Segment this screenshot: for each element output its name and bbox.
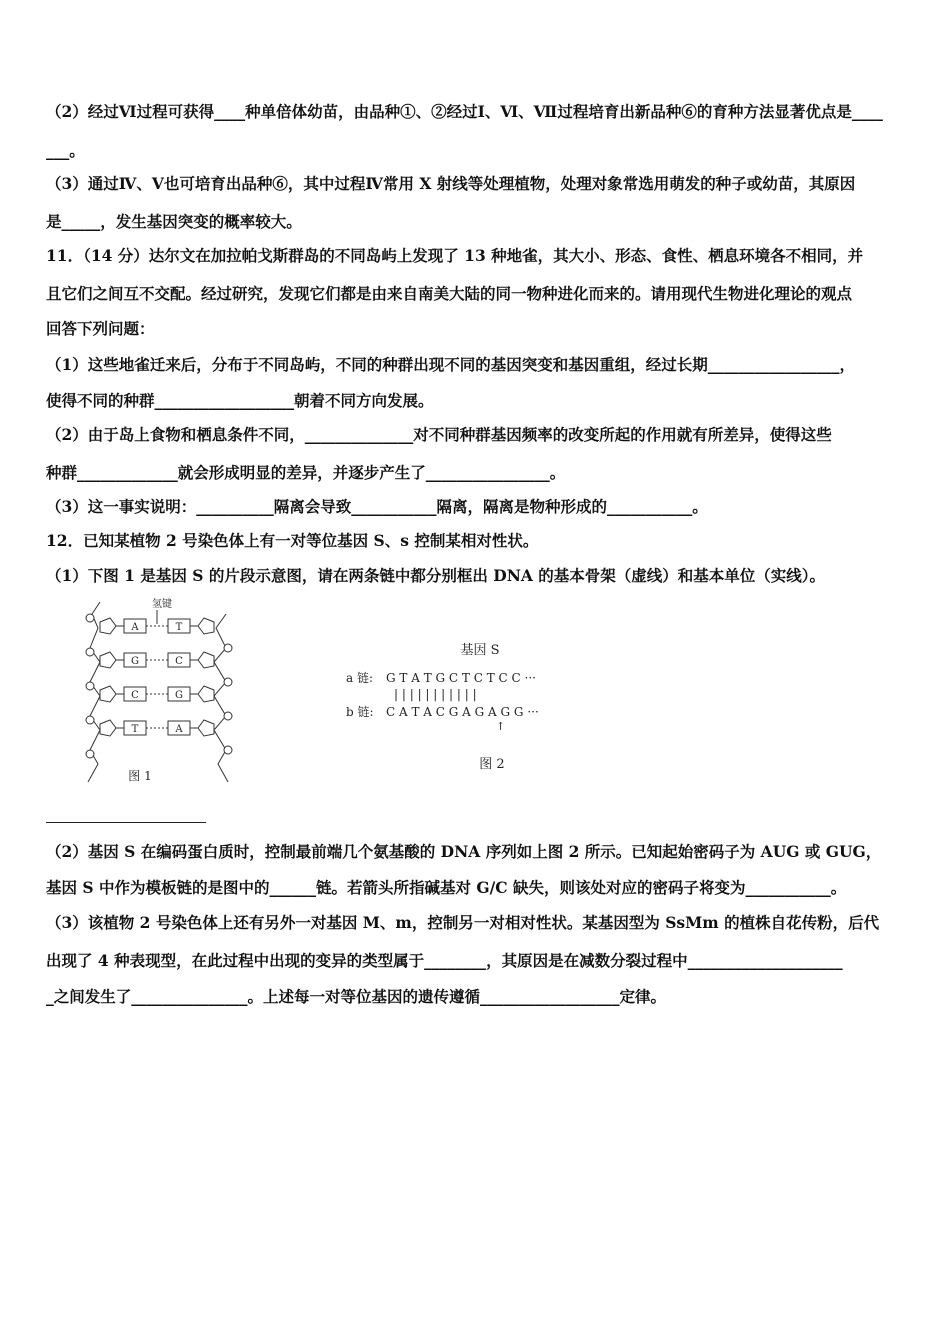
- b-chain-label: b 链:: [346, 705, 374, 719]
- b-chain-sequence: C A T A C G A G A G G ···: [386, 705, 539, 719]
- figure-1-caption: 图 1: [128, 769, 152, 783]
- base-right-1: T: [175, 622, 183, 633]
- a-chain-label: a 链:: [346, 671, 374, 685]
- figure-2-title: 基因 S: [460, 643, 500, 658]
- q12-1-line: （1）下图 1 是基因 S 的片段示意图，请在两条链中都分别框出 DNA 的基本骨架（虚线）和基本单位（实线）。: [46, 566, 826, 585]
- q12-3-line1: （3）该植物 2 号染色体上还有另外一对基因 M、m，控制另一对相对性状。某基因型为 SsMm 的植株自花传粉，后代: [46, 913, 880, 932]
- base-right-4: A: [175, 724, 183, 735]
- q10-3-line1: （3）通过Ⅳ、Ⅴ也可培育出品种⑥，其中过程Ⅳ常用 X 射线等处理植物，处理对象常选用萌发的种子或幼苗，其原因: [46, 174, 856, 193]
- q12-2-line2: 基因 S 中作为模板链的是图中的______链。若箭头所指碱基对 G/C 缺失，则该处对应的密码子将变为___________。: [46, 878, 847, 897]
- a-chain-sequence: G T A T G C T C T C C ···: [386, 671, 536, 685]
- figure-1-dna-diagram: [78, 596, 248, 792]
- q11-line1: 11．（14 分）达尔文在加拉帕戈斯群岛的不同岛屿上发现了 13 种地雀，其大小、形态、食性、栖息环境各不相同，并: [46, 246, 864, 265]
- base-left-3: C: [131, 690, 139, 701]
- base-left-4: T: [131, 724, 139, 735]
- q11-2-line1: （2）由于岛上食物和栖息条件不同，______________对不同种群基因频率的改变所起的作用就有所差异，使得这些: [46, 425, 832, 444]
- figure-2-gene-sequence: [340, 630, 580, 780]
- figure-2-caption: 图 2: [479, 757, 505, 772]
- q11-line2: 且它们之间互不交配。经过研究，发现它们都是由来自南美大陆的同一物种进化而来的。请用现代生物进化理论的观点: [46, 284, 853, 303]
- hbond-label: 氢键: [152, 599, 172, 610]
- q11-2-line2: 种群_____________就会形成明显的差异，并逐步产生了________________。: [46, 463, 566, 482]
- base-left-2: G: [131, 656, 139, 667]
- q12-2-line1: （2）基因 S 在编码蛋白质时，控制最前端几个氨基酸的 DNA 序列如上图 2 所示。已知起始密码子为 AUG 或 GUG，: [46, 842, 882, 861]
- q11-3-line: （3）这一事实说明：__________隔离会导致___________隔离，隔离是物种形成的___________。: [46, 497, 708, 516]
- q10-3-line2: 是_____，发生基因突变的概率较大。: [46, 212, 302, 231]
- q11-line3: 回答下列问题：: [46, 319, 155, 338]
- q11-1-line2: 使得不同的种群__________________朝着不同方向发展。: [46, 391, 434, 410]
- mutation-arrow-icon: ↑: [496, 720, 506, 733]
- q12-3-line3: _之间发生了_______________。上述每一对等位基因的遗传遵循__________________定律。: [46, 987, 667, 1006]
- separator-line: [46, 822, 206, 823]
- q10-2-line1: （2）经过Ⅵ过程可获得____种单倍体幼苗，由品种①、②经过Ⅰ、Ⅵ、Ⅶ过程培育出新品种⑥的育种方法显著优点是____: [46, 102, 883, 121]
- base-left-1: A: [131, 622, 139, 633]
- base-right-2: C: [175, 656, 183, 667]
- q11-1-line1: （1）这些地雀迁来后，分布于不同岛屿，不同的种群出现不同的基因突变和基因重组，经过长期_________________，: [46, 355, 856, 374]
- base-pair-bars: | | | | | | | | | | |: [394, 687, 477, 701]
- q12-line1: 12．已知某植物 2 号染色体上有一对等位基因 S、s 控制某相对性状。: [46, 531, 539, 550]
- base-right-3: G: [175, 690, 183, 701]
- q12-3-line2: 出现了 4 种表现型，在此过程中出现的变异的类型属于________，其原因是在减数分裂过程中____________________: [46, 951, 843, 970]
- q10-2-line2: ___。: [46, 141, 85, 160]
